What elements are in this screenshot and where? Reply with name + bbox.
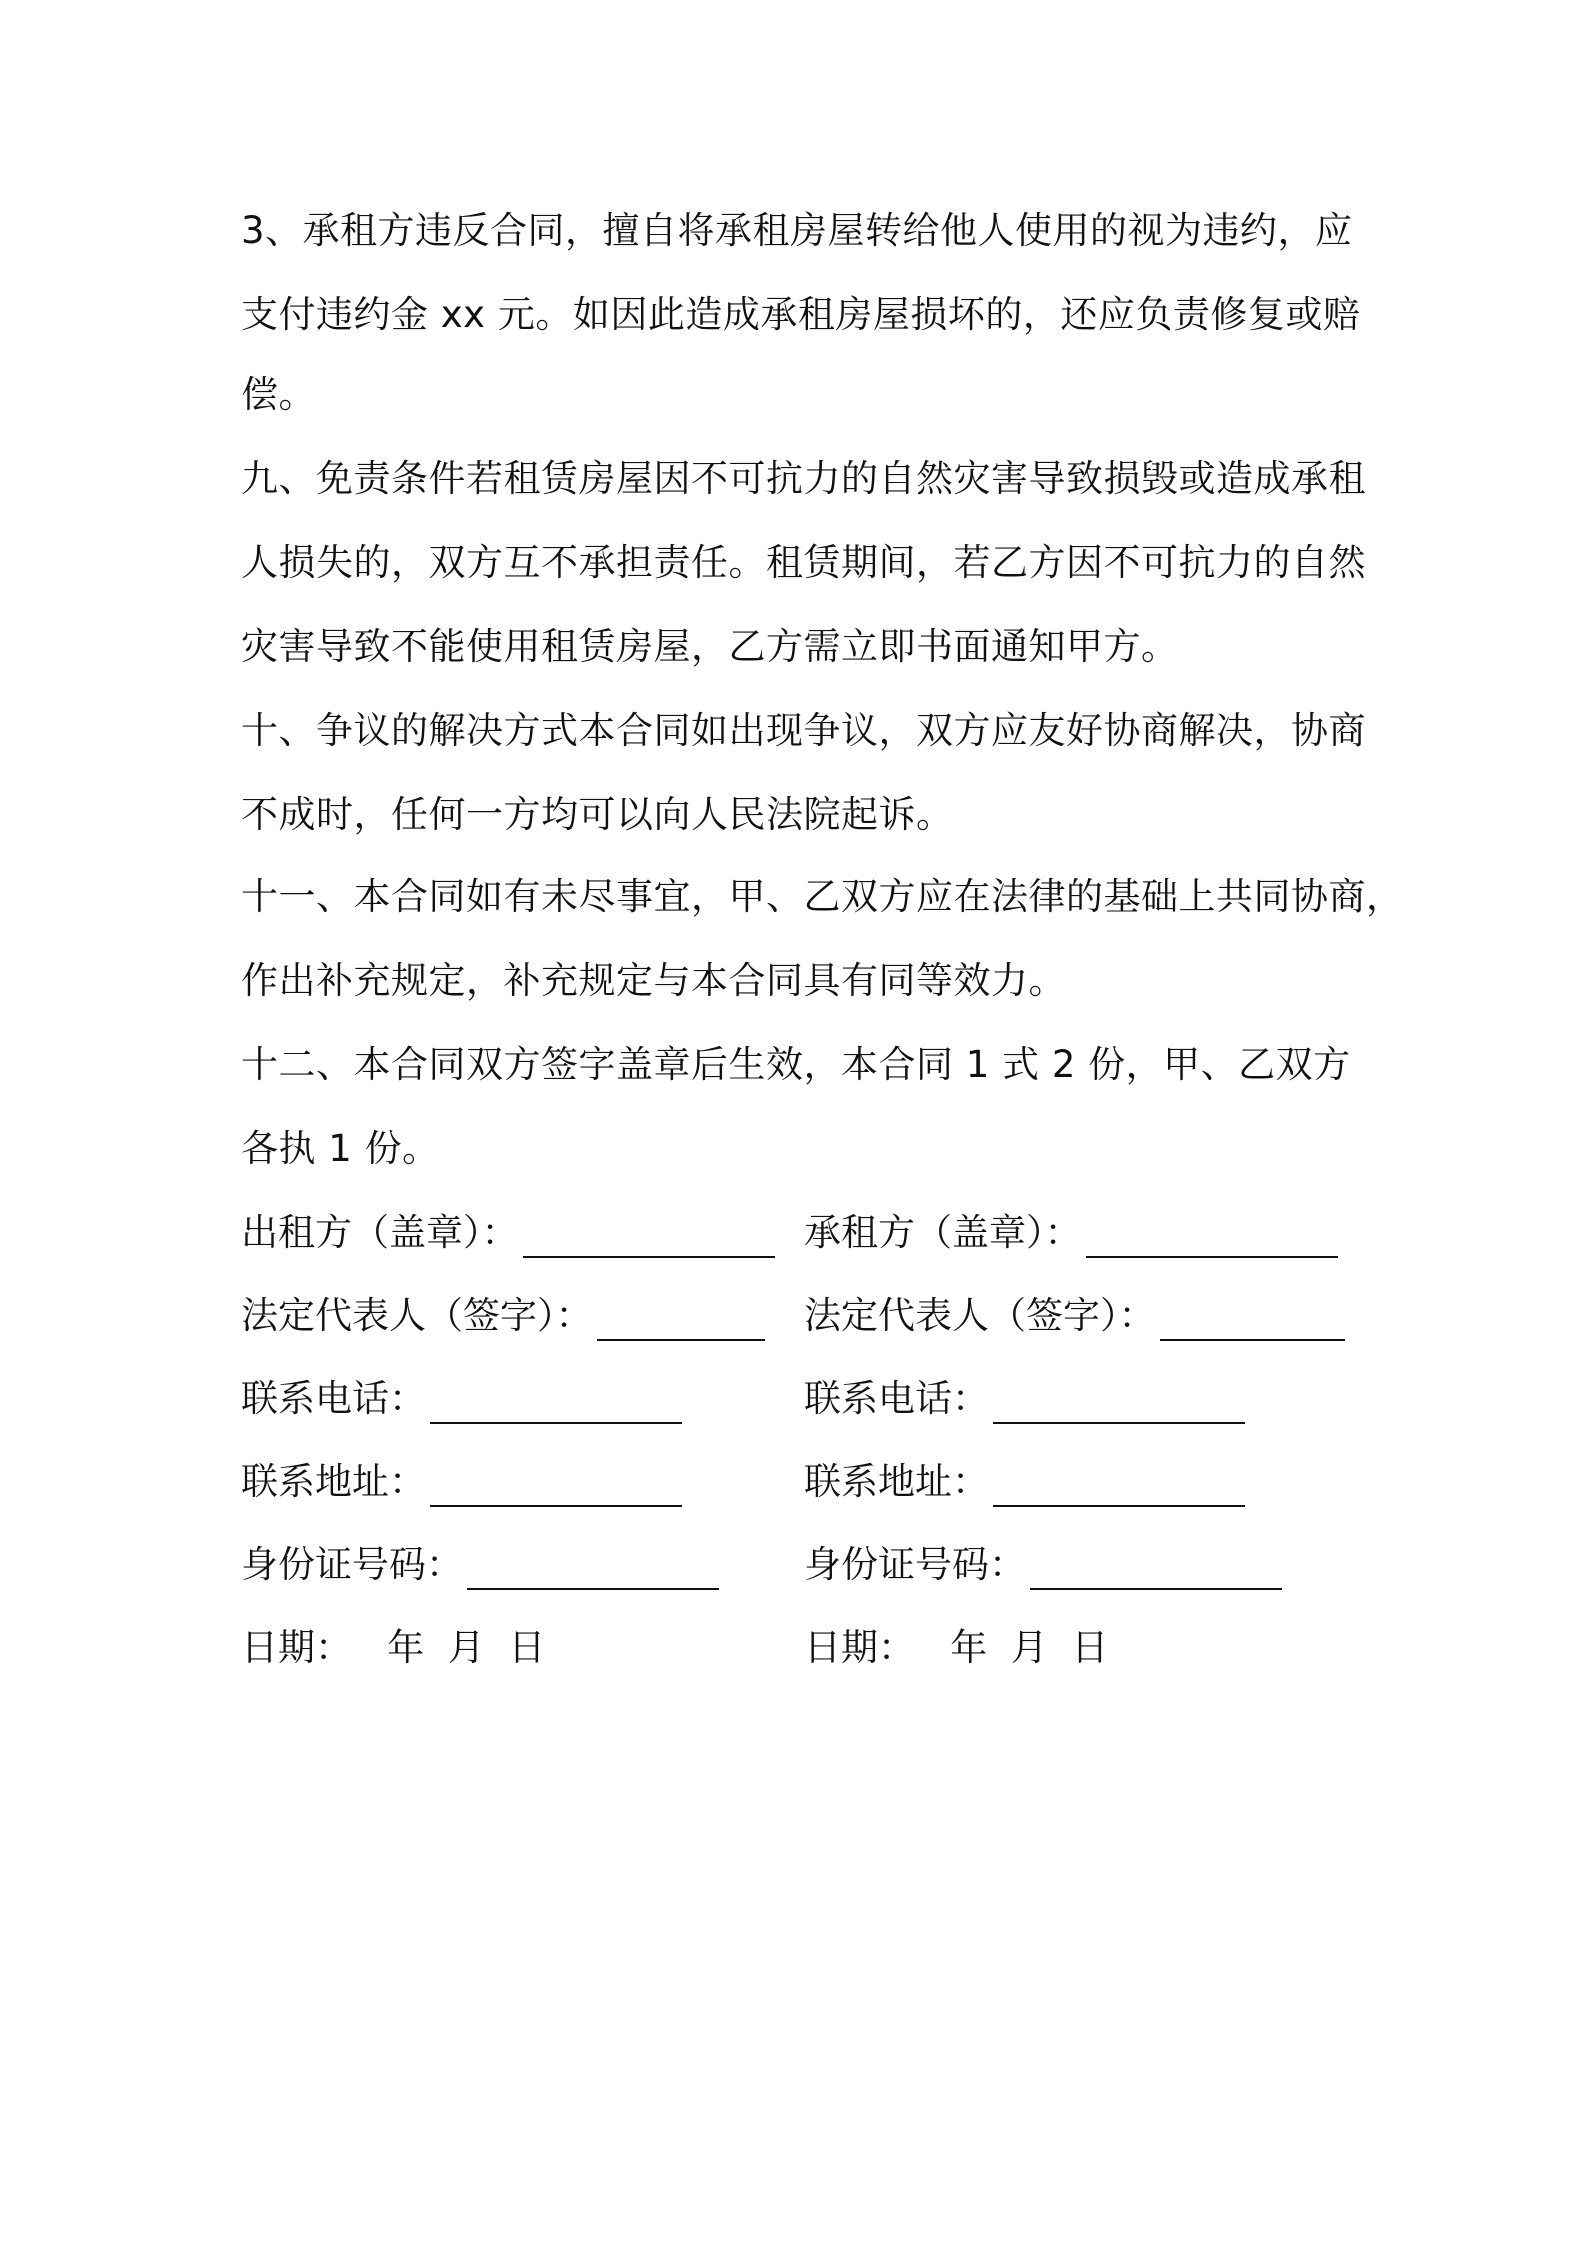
clause-line: 支付违约金 xx 元。如因此造成承租房屋损坏的，还应负责修复或赔 [241, 293, 1361, 336]
lessor-id-blank[interactable] [467, 1550, 719, 1590]
clause-line: 各执 1 份。 [241, 1127, 440, 1170]
lessor-date-field [241, 1623, 545, 1673]
clause-line: 十、争议的解决方式本合同如出现争议，双方应友好协商解决，协商 [241, 709, 1366, 752]
clause-line: 3、承租方违反合同，擅自将承租房屋转给他人使用的视为违约，应 [241, 209, 1353, 252]
clause-line: 偿。 [241, 373, 316, 416]
lessee-address-field [804, 1457, 1245, 1507]
signature-row-phone [241, 1374, 1361, 1424]
lessor-phone-field [241, 1374, 682, 1424]
lessee-id-label: 身份证号码： [804, 1543, 1026, 1586]
lessee-address-blank[interactable] [993, 1467, 1245, 1507]
lessee-seal-field [804, 1208, 1338, 1258]
lessor-address-blank[interactable] [430, 1467, 682, 1507]
clause-line: 十一、本合同如有未尽事宜，甲、乙双方应在法律的基础上共同协商， [241, 875, 1404, 918]
lessee-date-label: 日期： 年 月 日 [804, 1626, 1109, 1669]
lessee-seal-label: 承租方（盖章）： [804, 1211, 1082, 1254]
lessor-phone-label: 联系电话： [241, 1377, 426, 1420]
lessee-seal-blank[interactable] [1086, 1218, 1338, 1258]
signature-row-id [241, 1540, 1361, 1590]
signature-row-rep [241, 1291, 1361, 1341]
signature-row-address [241, 1457, 1361, 1507]
lessee-rep-blank[interactable] [1160, 1301, 1345, 1341]
lessee-rep-field [804, 1291, 1345, 1341]
lessor-address-label: 联系地址： [241, 1460, 426, 1503]
lessee-id-field [804, 1540, 1282, 1590]
lessee-phone-label: 联系电话： [804, 1377, 989, 1420]
lessee-id-blank[interactable] [1030, 1550, 1282, 1590]
lessor-rep-label: 法定代表人（签字）： [241, 1294, 593, 1337]
clause-line: 灾害导致不能使用租赁房屋，乙方需立即书面通知甲方。 [241, 625, 1179, 668]
lessor-rep-blank[interactable] [597, 1301, 765, 1341]
clause-line: 十二、本合同双方签字盖章后生效，本合同 1 式 2 份，甲、乙双方 [241, 1043, 1351, 1086]
lessor-rep-field [241, 1291, 765, 1341]
lessee-phone-blank[interactable] [993, 1384, 1245, 1424]
lessor-seal-label: 出租方（盖章）： [241, 1211, 519, 1254]
clause-line: 作出补充规定，补充规定与本合同具有同等效力。 [241, 959, 1066, 1002]
lessor-date-label: 日期： 年 月 日 [241, 1626, 546, 1669]
clause-line: 人损失的，双方互不承担责任。租赁期间，若乙方因不可抗力的自然 [241, 541, 1366, 584]
lessor-address-field [241, 1457, 682, 1507]
clause-line: 九、免责条件若租赁房屋因不可抗力的自然灾害导致损毁或造成承租 [241, 457, 1366, 500]
signature-row-date [241, 1623, 1361, 1673]
lessor-id-field [241, 1540, 719, 1590]
lessor-seal-field [241, 1208, 775, 1258]
signature-row-seal [241, 1208, 1361, 1258]
lessor-phone-blank[interactable] [430, 1384, 682, 1424]
lessee-rep-label: 法定代表人（签字）： [804, 1294, 1156, 1337]
lessee-address-label: 联系地址： [804, 1460, 989, 1503]
lessor-id-label: 身份证号码： [241, 1543, 463, 1586]
lessee-phone-field [804, 1374, 1245, 1424]
lessee-date-field [804, 1623, 1108, 1673]
clause-line: 不成时，任何一方均可以向人民法院起诉。 [241, 793, 954, 836]
lessor-seal-blank[interactable] [523, 1218, 775, 1258]
